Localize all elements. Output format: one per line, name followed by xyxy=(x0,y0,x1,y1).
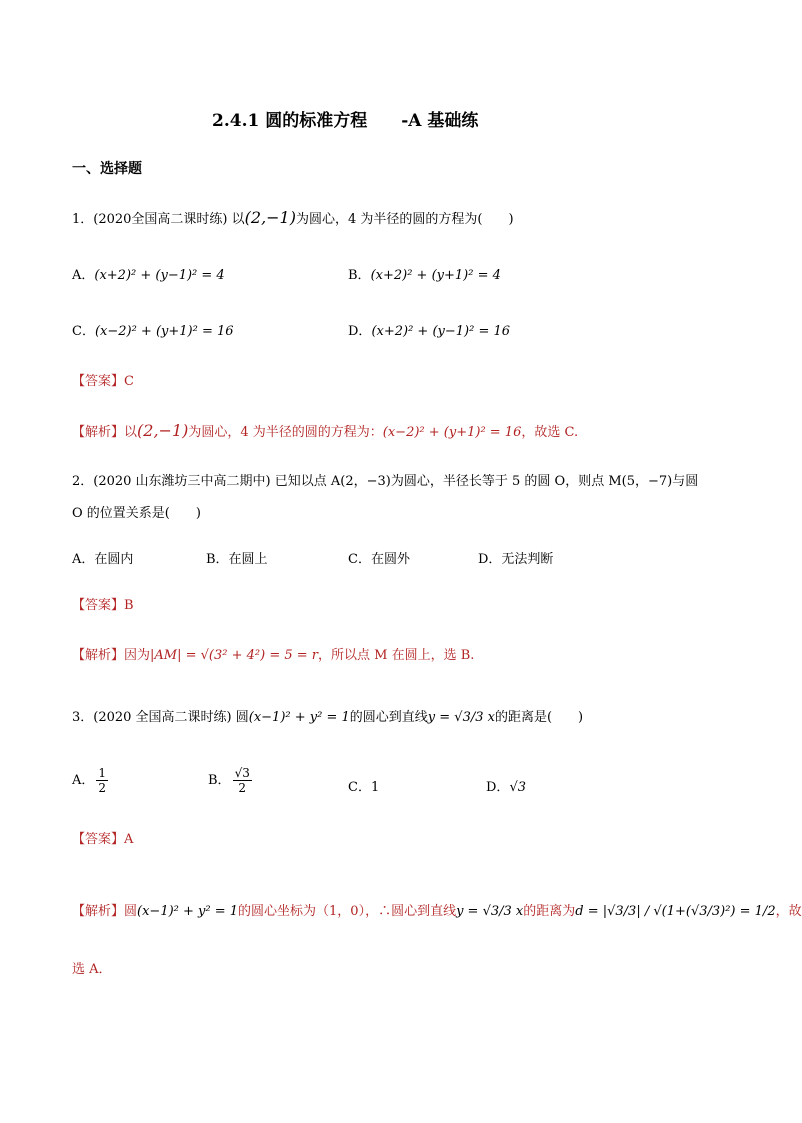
q3-analysis xyxy=(72,900,802,919)
q3-line-eq: y = √3/3 x xyxy=(427,710,495,725)
q1-option-a xyxy=(72,264,225,283)
q1-option-a-label: A． xyxy=(72,268,95,283)
q1-analysis-pre: 以 xyxy=(124,425,138,440)
question-3 xyxy=(72,706,583,725)
q1-prefix: 1．(2020全国高二课时练) 以 xyxy=(72,212,245,227)
q2-line-2: O 的位置关系是( ) xyxy=(72,506,201,521)
q1-option-d-eq: (x+2)² + (y−1)² = 16 xyxy=(371,324,511,339)
section-heading: 一、选择题 xyxy=(72,161,142,177)
q3-option-a-num: 1 xyxy=(98,766,107,780)
q2-option-d: D．无法判断 xyxy=(478,552,554,567)
q3-analysis-circle-eq: (x−1)² + y² = 1 xyxy=(137,904,239,919)
q1-center: (2,−1) xyxy=(244,208,296,227)
q3-option-a-frac xyxy=(96,766,108,795)
q2-option-c: C．在圆外 xyxy=(348,552,410,567)
q3-analysis-pre: 圆 xyxy=(124,904,138,919)
q1-option-c-label: C． xyxy=(72,324,95,339)
q3-analysis-line-eq: y = √3/3 x xyxy=(456,904,524,919)
q3-analysis-post: ，故 xyxy=(775,904,802,919)
q3-option-d-label: D． xyxy=(486,780,510,795)
q1-analysis xyxy=(72,421,578,440)
q2-line-1: 2．(2020 山东潍坊三中高二期中) 已知以点 A(2，−3)为圆心，半径长等于 5 的圆 O，则点 M(5，−7)与圆 xyxy=(72,474,699,489)
q3-option-b-frac xyxy=(233,766,252,795)
q3-analysis-tag: 【解析】 xyxy=(72,904,125,919)
q1-answer-value: C xyxy=(124,374,134,389)
q3-analysis-distance-eq: d = |√3/3| / √(1+(√3/3)²) = 1/2 xyxy=(575,904,776,919)
q2-analysis xyxy=(72,644,474,663)
q3-option-a-den: 2 xyxy=(98,781,107,795)
q1-option-c-eq: (x−2)² + (y+1)² = 16 xyxy=(94,324,234,339)
q1-analysis-mid: 为圆心，4 为半径的圆的方程为： xyxy=(188,425,383,440)
q1-option-b-eq: (x+2)² + (y+1)² = 4 xyxy=(370,268,501,283)
q3-option-c-val: 1 xyxy=(370,780,380,795)
q1-option-d xyxy=(348,320,510,339)
q2-analysis-tag: 【解析】 xyxy=(72,648,125,663)
q3-suffix: 的距离是( ) xyxy=(494,710,584,725)
q3-option-b-label: B． xyxy=(208,773,231,788)
q3-option-b-num: √3 xyxy=(234,766,250,780)
q3-option-a xyxy=(72,766,110,795)
q2-analysis-pre: 因为 xyxy=(124,648,151,663)
q1-option-a-eq: (x+2)² + (y−1)² = 4 xyxy=(94,268,225,283)
title-main: 2.4.1 圆的标准方程 xyxy=(212,111,368,131)
q3-mid: 的圆心到直线 xyxy=(349,710,428,725)
q1-option-b xyxy=(348,264,501,283)
q3-option-b xyxy=(208,766,254,795)
q3-analysis-mid2: 的距离为 xyxy=(523,904,576,919)
q2-option-b: B．在圆上 xyxy=(206,552,268,567)
q3-option-c-label: C． xyxy=(348,780,371,795)
q2-analysis-eq: |AM| = √(3² + 4²) = 5 = r xyxy=(150,648,318,663)
q1-option-d-label: D． xyxy=(348,324,372,339)
q3-analysis-line2: 选 A． xyxy=(72,962,112,977)
q3-option-b-den: 2 xyxy=(238,781,247,795)
q3-option-a-label: A． xyxy=(72,773,95,788)
question-1 xyxy=(72,208,514,227)
q1-option-c xyxy=(72,320,234,339)
q1-analysis-tag: 【解析】 xyxy=(72,425,125,440)
q3-answer-value: A xyxy=(124,832,134,847)
q3-answer xyxy=(72,828,133,847)
q1-analysis-eq: (x−2)² + (y+1)² = 16 xyxy=(382,425,522,440)
q1-suffix: 为圆心，4 为半径的圆的方程为( ) xyxy=(295,212,514,227)
q1-option-b-label: B． xyxy=(348,268,371,283)
q2-option-a: A．在圆内 xyxy=(72,552,134,567)
q2-analysis-post: ，所以点 M 在圆上，选 B. xyxy=(318,648,475,663)
q3-analysis-mid1: 的圆心坐标为（1，0），∴圆心到直线 xyxy=(238,904,457,919)
q2-answer xyxy=(72,594,134,613)
q3-prefix: 3．(2020 全国高二课时练) 圆 xyxy=(72,710,249,725)
q1-analysis-post: ，故选 C. xyxy=(521,425,579,440)
q3-circle-eq: (x−1)² + y² = 1 xyxy=(248,710,350,725)
q3-option-d-val: √3 xyxy=(509,780,526,795)
q1-answer-tag: 【答案】 xyxy=(72,374,125,389)
title-sub: -A 基础练 xyxy=(401,111,479,131)
q3-answer-tag: 【答案】 xyxy=(72,832,125,847)
q2-answer-tag: 【答案】 xyxy=(72,598,125,613)
page-title xyxy=(212,106,478,131)
q3-option-c xyxy=(348,776,379,795)
q2-answer-value: B xyxy=(124,598,134,613)
q3-option-d xyxy=(486,776,526,795)
q1-analysis-center: (2,−1) xyxy=(137,421,189,440)
q1-answer xyxy=(72,370,134,389)
